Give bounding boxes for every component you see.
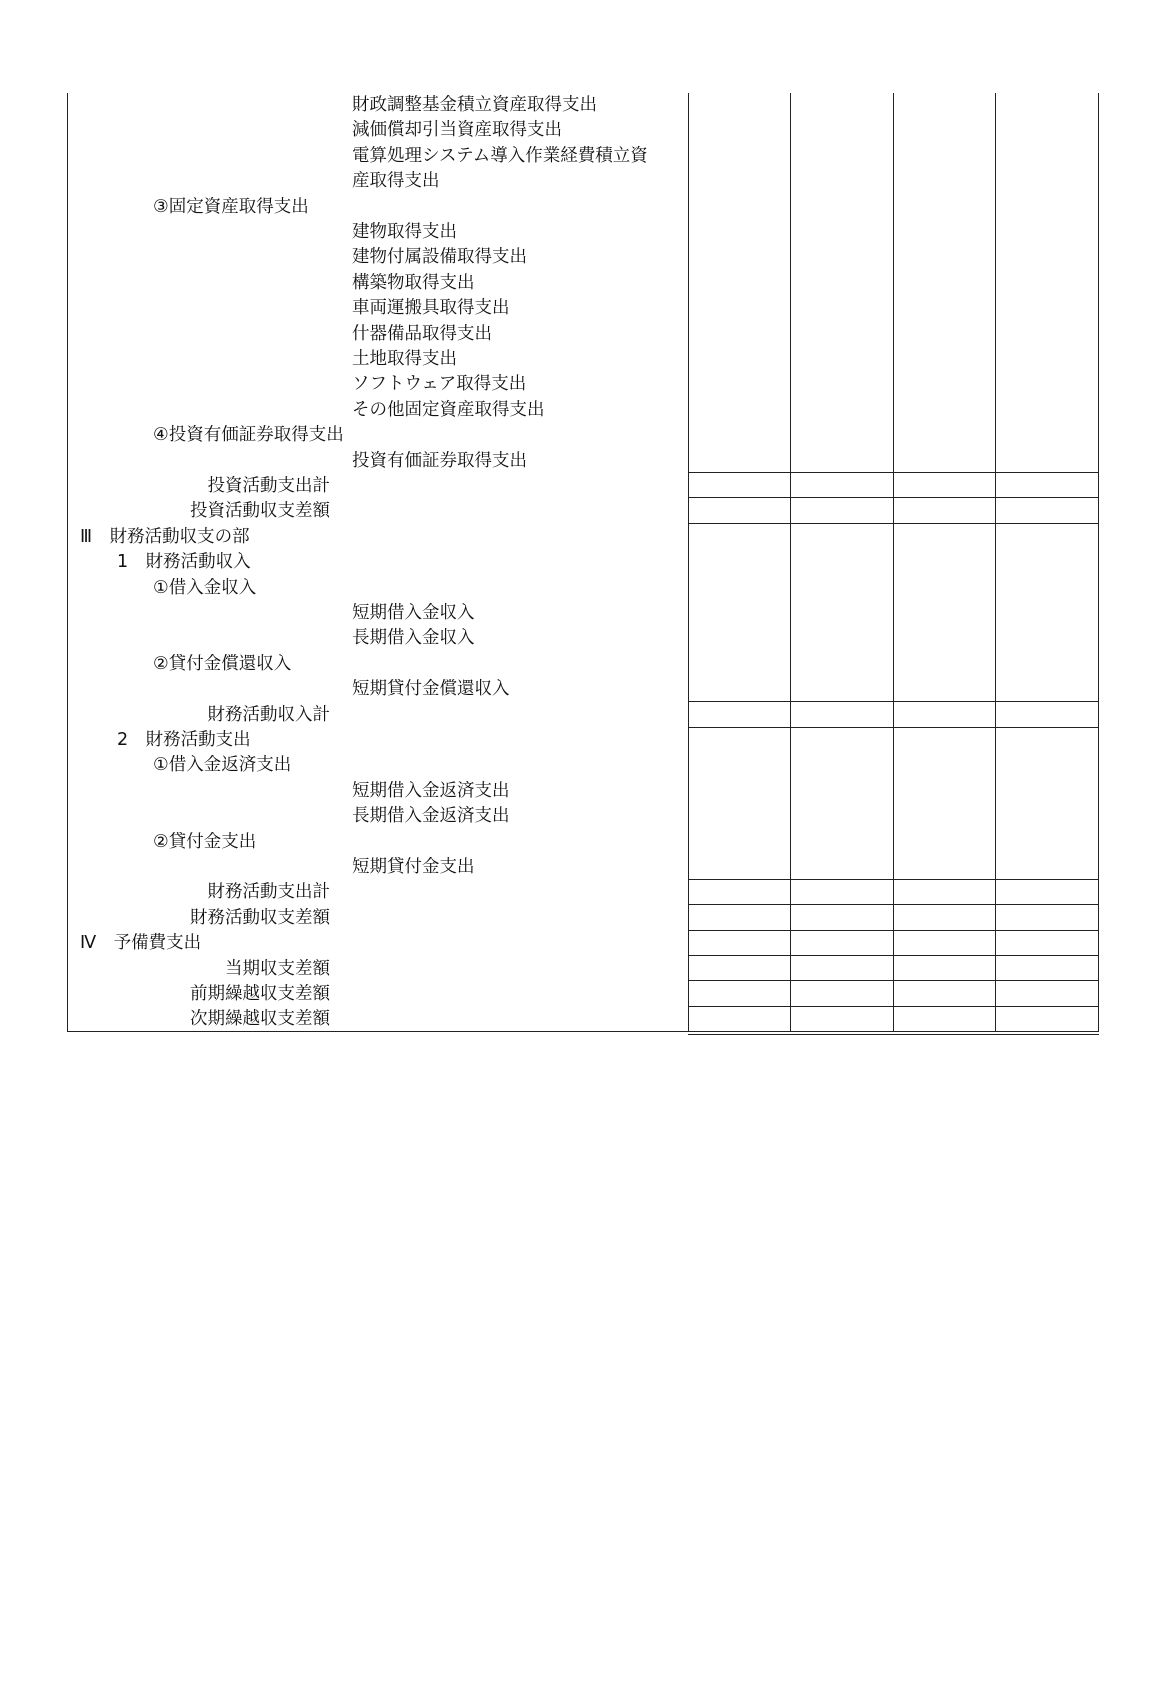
sep-5: [688, 727, 1099, 728]
row-label: 減価償却引当資産取得支出: [352, 120, 562, 141]
row-label: 2 財務活動支出: [117, 730, 251, 750]
row-label: 前期繰越収支差額: [190, 984, 330, 1004]
row-label: 産取得支出: [352, 171, 440, 192]
sep-7: [688, 904, 1099, 905]
sep-1: [688, 472, 1099, 473]
sep-2: [688, 497, 1099, 498]
col-line-2: [790, 93, 791, 1032]
bottom-border-values: [688, 1031, 1099, 1032]
row-label: 財務活動収入計: [207, 704, 330, 725]
sep-9: [688, 955, 1099, 956]
row-label: 投資活動収支差額: [190, 501, 330, 522]
col-line-4: [995, 93, 996, 1032]
col-line-1: [688, 93, 689, 1032]
sep-11: [688, 1006, 1099, 1007]
sep-3: [688, 523, 1099, 524]
row-label: 財務活動支出計: [207, 882, 330, 903]
row-label: 建物付属設備取得支出: [352, 247, 527, 268]
row-label: 建物取得支出: [352, 222, 457, 242]
row-label: ④投資有価証券取得支出: [153, 425, 344, 446]
row-label: その他固定資産取得支出: [352, 399, 545, 420]
row-label: ソフトウェア取得支出: [352, 374, 527, 395]
row-label: 長期借入金収入: [352, 628, 475, 649]
sep-4: [688, 701, 1099, 702]
row-label: ①借入金収入: [153, 577, 257, 598]
row-label: 短期貸付金支出: [352, 857, 475, 877]
row-label: Ⅳ 予備費支出: [80, 933, 202, 954]
row-label: 当期収支差額: [225, 958, 330, 979]
col-line-3: [893, 93, 894, 1032]
row-label: 車両運搬具取得支出: [352, 298, 510, 319]
row-label: 次期繰越収支差額: [190, 1009, 330, 1030]
col-line-5: [1098, 93, 1099, 1032]
row-label: 長期借入金返済支出: [352, 806, 510, 827]
row-label: ①借入金返済支出: [153, 755, 292, 776]
row-label: ②貸付金償還収入: [153, 653, 292, 674]
row-label: 電算処理システム導入作業経費積立資: [352, 145, 648, 166]
row-label: 投資有価証券取得支出: [352, 450, 527, 471]
row-label: 什器備品取得支出: [352, 323, 492, 344]
sep-6: [688, 879, 1099, 880]
bottom-border-values-double: [688, 1034, 1099, 1035]
sep-8: [688, 930, 1099, 931]
row-label: 土地取得支出: [352, 349, 457, 369]
sep-10: [688, 980, 1099, 981]
row-label: Ⅲ 財務活動収支の部: [80, 526, 250, 547]
row-label: 投資活動支出計: [207, 476, 330, 496]
row-label: 財務活動収支差額: [190, 907, 330, 928]
row-label: 短期借入金収入: [352, 603, 475, 623]
row-label: 1 財務活動収入: [117, 552, 251, 573]
row-label: 短期借入金返済支出: [352, 780, 510, 801]
row-label: 構築物取得支出: [352, 272, 475, 293]
row-label: 財政調整基金積立資産取得支出: [352, 95, 597, 115]
row-label: ③固定資産取得支出: [153, 196, 309, 217]
row-label: 短期貸付金償還収入: [352, 679, 510, 700]
row-label: ②貸付金支出: [153, 831, 257, 852]
